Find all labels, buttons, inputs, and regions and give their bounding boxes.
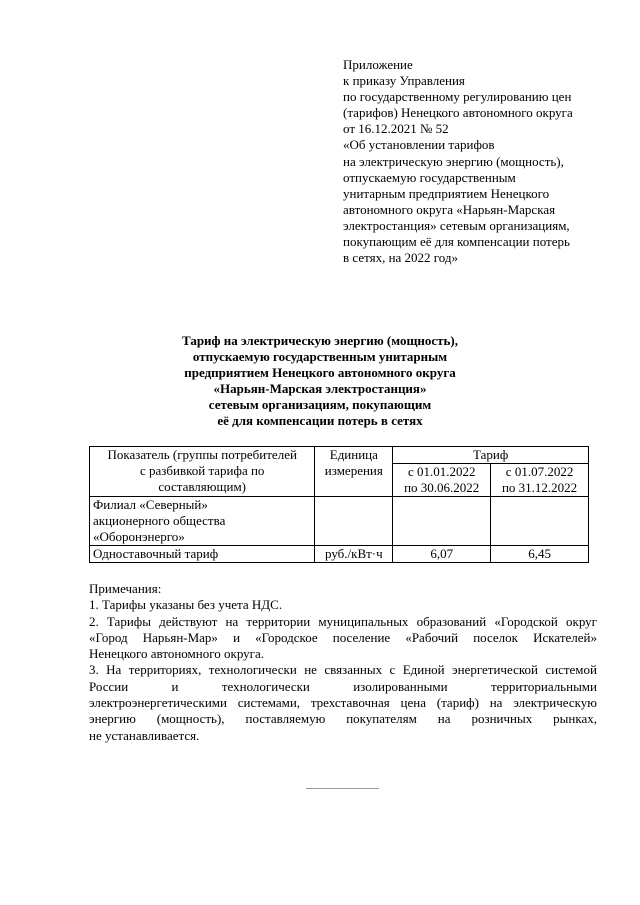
- row-value-period-2: [491, 497, 589, 546]
- tariff-table: [89, 446, 589, 563]
- table-header-row: [90, 447, 589, 464]
- appendix-line: автономного округа «Нарьян-Марская: [343, 201, 556, 217]
- row-indicator: Филиал «Северный» акционерного общества «Оборонэнерго»: [90, 497, 315, 546]
- appendix-line: унитарным предприятием Ненецкого: [343, 185, 550, 201]
- title-line: Тариф на электрическую энергию (мощность),: [181, 333, 459, 348]
- header-indicator: Показатель (группы потребителей с разбивкой тарифа по составляющим): [90, 447, 315, 497]
- title-line: предприятием Ненецкого автономного округа: [184, 365, 456, 380]
- appendix-line: электростанция» сетевым организациям,: [343, 217, 570, 233]
- appendix-line: Приложение: [343, 57, 413, 72]
- row-indicator: Одноставочный тариф: [90, 546, 315, 563]
- table-row: [90, 497, 589, 546]
- appendix-block: [343, 57, 603, 266]
- row-value-period-1: [393, 497, 491, 546]
- note-2-line: Ненецкого автономного округа.: [89, 646, 264, 662]
- appendix-line: (тарифов) Ненецкого автономного округа: [343, 105, 573, 121]
- title-line: отпускаемую государственным унитарным: [192, 349, 448, 364]
- header-period-2: с 01.07.2022 по 31.12.2022: [491, 464, 589, 497]
- row-value-period-1: 6,07: [393, 546, 491, 563]
- header-period-1: с 01.01.2022 по 30.06.2022: [393, 464, 491, 497]
- appendix-line: отпускаемую государственным: [343, 169, 516, 185]
- table-row: [90, 546, 589, 563]
- row-unit: [315, 497, 393, 546]
- note-2-line: 2. Тарифы действуют на территории муниципальных образований «Городской округ: [89, 613, 597, 629]
- appendix-line: на электрическую энергию (мощность),: [343, 153, 564, 169]
- separator-line: [306, 788, 379, 789]
- title-line: сетевым организациям, покупающим: [208, 397, 432, 412]
- title-line: её для компенсации потерь в сетях: [217, 413, 423, 428]
- title-line: «Нарьян-Марская электростанция»: [213, 381, 427, 396]
- note-3-line: 3. На территориях, технологически не связанных с Единой энергетической системой: [89, 662, 597, 678]
- note-3-line: энергию (мощность), поставляемую покупателям на розничных рынках,: [89, 711, 597, 727]
- note-2-line: «Город Нарьян-Мар» и «Городское поселение «Рабочий поселок Искателей»: [89, 629, 597, 645]
- appendix-line: к приказу Управления: [343, 73, 465, 89]
- note-3-line: электроэнергетическими системами, трехставочная цена (тариф) на электрическую: [89, 695, 597, 711]
- note-1: 1. Тарифы указаны без учета НДС.: [89, 597, 283, 613]
- header-tariff: Тариф: [393, 447, 589, 464]
- note-3-line: России и технологически изолированными территориальными: [89, 678, 597, 694]
- row-value-period-2: 6,45: [491, 546, 589, 563]
- appendix-line: от 16.12.2021 № 52: [343, 121, 449, 137]
- appendix-line: в сетях, на 2022 год»: [343, 250, 459, 266]
- note-3-line: не устанавливается.: [89, 727, 200, 743]
- notes-block: [89, 581, 597, 744]
- notes-heading: Примечания:: [89, 581, 162, 596]
- appendix-line: «Об установлении тарифов: [343, 137, 495, 153]
- header-unit: Единица измерения: [315, 447, 393, 497]
- document-title: [110, 333, 530, 429]
- appendix-line: покупающим её для компенсации потерь: [343, 234, 570, 250]
- appendix-line: по государственному регулированию цен: [343, 89, 572, 105]
- row-unit: руб./кВт·ч: [315, 546, 393, 563]
